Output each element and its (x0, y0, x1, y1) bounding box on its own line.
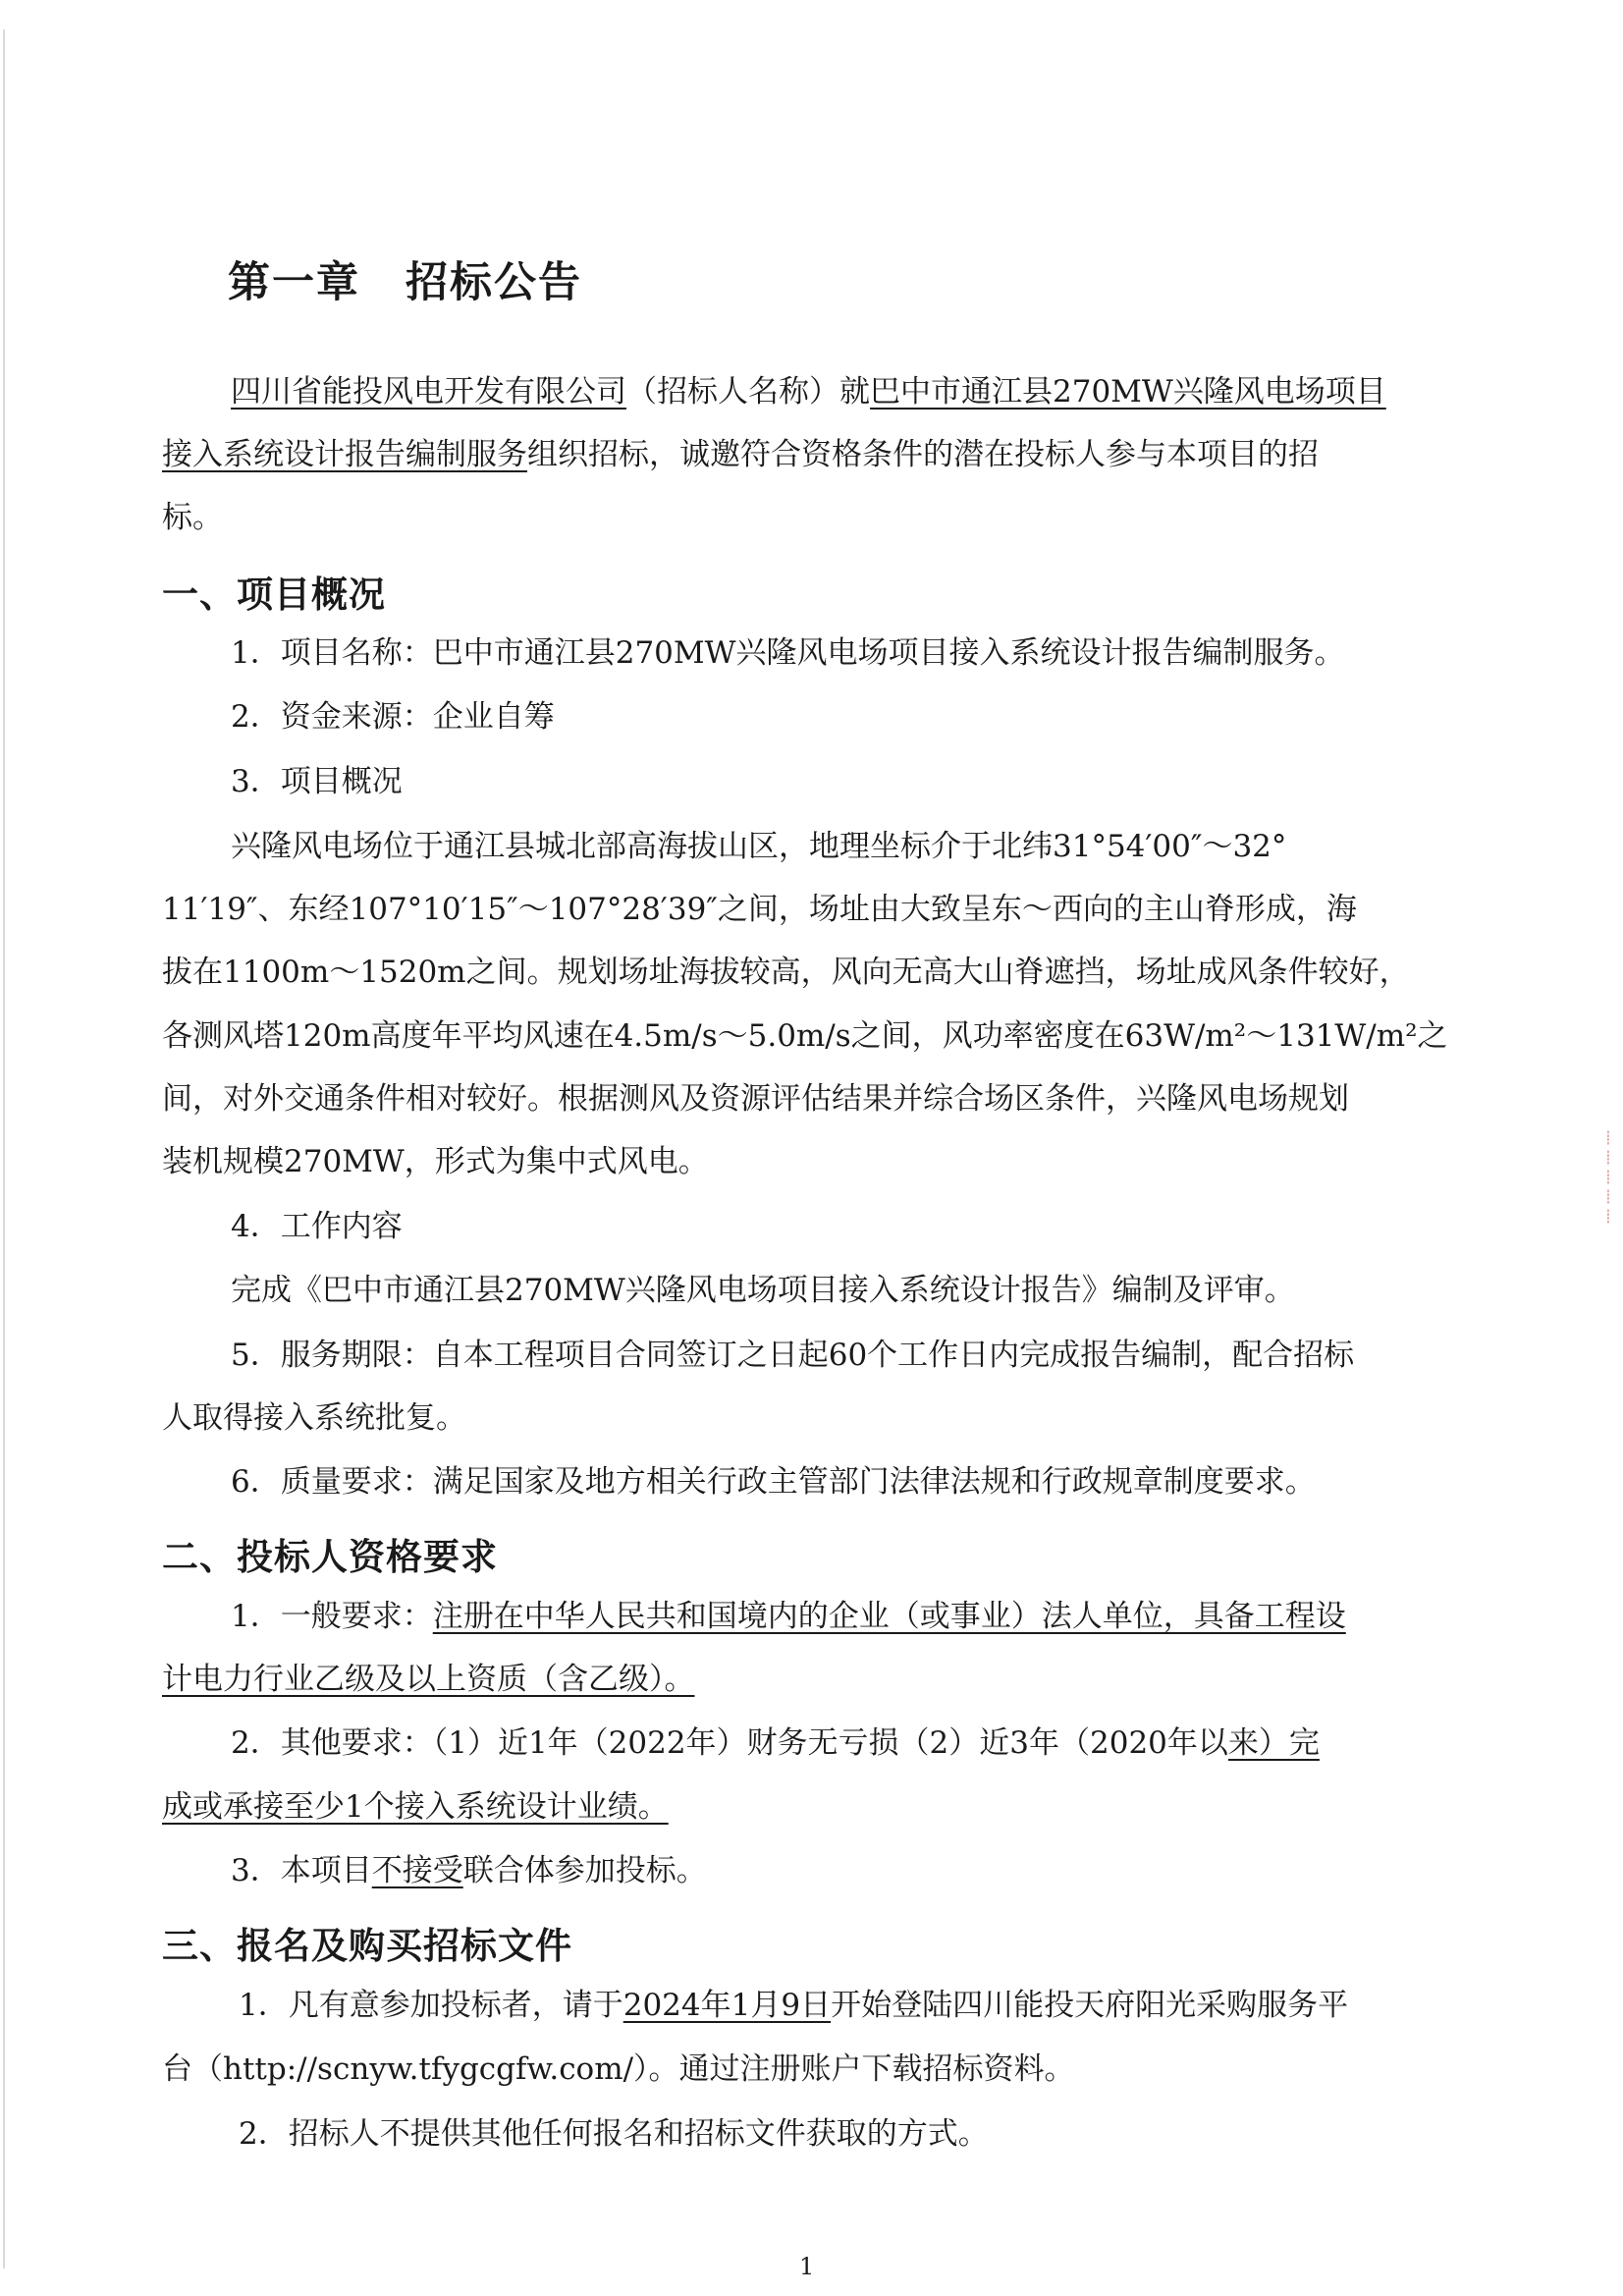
chapter-name: 招标公告 (406, 258, 582, 307)
overview-item: 3．项目概况 (231, 764, 403, 799)
general-requirement-text: 计电力行业乙级及以上资质（含乙级）。 (162, 1662, 695, 1697)
intro-text: 组织招标，诚邀符合资格条件的潜在投标人参与本项目的招 (527, 437, 1319, 472)
general-requirement-label: 1．一般要求： (231, 1599, 433, 1634)
intro-label: （招标人名称）就 (626, 374, 870, 410)
other-requirement-underlined: 来）完 (1227, 1725, 1320, 1761)
overview-line: 各测风塔120m高度年平均风速在4.5m/s～5.0m/s之间，风功率密度在63W/m²～131W/m²之 (162, 1018, 1448, 1054)
work-content-item: 4．工作内容 (231, 1209, 403, 1244)
consortium-prefix: 3．本项目 (231, 1853, 372, 1888)
registration-date: 2024年1月9日 (622, 1988, 832, 2023)
consortium-not-accepted: 不接受 (371, 1853, 463, 1888)
other-requirement-cont (162, 1785, 669, 1829)
other-requirement-underlined: 成或承接至少1个接入系统设计业绩。 (162, 1789, 669, 1825)
general-requirement (231, 1595, 1346, 1638)
work-content-text: 完成《巴中市通江县270MW兴隆风电场项目接入系统设计报告》编制及评审。 (231, 1273, 1295, 1308)
other-requirement-text: 2．其他要求：（1）近1年（2022年）财务无亏损（2）近3年（2020年以 (231, 1725, 1228, 1761)
no-other-channel-item: 2．招标人不提供其他任何报名和招标文件获取的方式。 (239, 2116, 989, 2152)
margin-stamp-marks: ┊ ┊ ┊ ┊ ┊ (1604, 1131, 1612, 1225)
intro-line-1 (231, 370, 1386, 413)
intro-line-2 (162, 433, 1319, 476)
registration-prefix: 1．凡有意参加投标者，请于 (239, 1988, 623, 2023)
service-period-item: 5．服务期限：自本工程项目合同签订之日起60个工作日内完成报告编制，配合招标 (231, 1338, 1355, 1373)
registration-suffix: 开始登陆四川能投天府阳光采购服务平 (831, 1988, 1349, 2023)
scan-edge-line (3, 29, 5, 2269)
page-number: 1 (799, 2253, 815, 2280)
project-name-part1: 巴中市通江县270MW兴隆风电场项目 (870, 374, 1386, 410)
other-requirement (231, 1722, 1320, 1765)
chapter-title (228, 249, 582, 309)
general-requirement-text: 注册在中华人民共和国境内的企业（或事业）法人单位，具备工程设 (432, 1599, 1346, 1634)
intro-line-3: 标。 (162, 500, 223, 535)
overview-line: 拔在1100m～1520m之间。规划场址海拔较高，风向无高大山脊遮挡，场址成风条件较好， (162, 955, 1410, 990)
overview-line: 间，对外交通条件相对较好。根据测风及资源评估结果并综合场区条件，兴隆风电场规划 (162, 1081, 1349, 1117)
consortium-item (231, 1849, 707, 1892)
chapter-number: 第一章 (228, 258, 360, 307)
project-name-item: 1．项目名称：巴中市通江县270MW兴隆风电场项目接入系统设计报告编制服务。 (231, 635, 1345, 671)
section-heading-3: 三、报名及购买招标文件 (162, 1924, 572, 1967)
overview-line: 11′19″、东经107°10′15″～107°28′39″之间，场址由大致呈东～西向的主山脊形成，海 (162, 892, 1357, 927)
service-period-cont: 人取得接入系统批复。 (162, 1400, 466, 1436)
registration-item (239, 1984, 1348, 2027)
consortium-suffix: 联合体参加投标。 (462, 1853, 707, 1888)
overview-line: 装机规模270MW，形式为集中式风电。 (162, 1144, 709, 1179)
funding-source-item: 2．资金来源：企业自筹 (231, 699, 555, 735)
section-heading-2: 二、投标人资格要求 (162, 1535, 498, 1578)
project-name-part2: 接入系统设计报告编制服务 (162, 437, 527, 472)
section-heading-1: 一、项目概况 (162, 573, 386, 616)
general-requirement-cont (162, 1658, 695, 1701)
registration-url-line: 台（http://scnyw.tfygcgfw.com/）。通过注册账户下载招标资料。 (162, 2051, 1075, 2087)
tenderer-name: 四川省能投风电开发有限公司 (231, 374, 626, 410)
overview-line: 兴隆风电场位于通江县城北部高海拔山区，地理坐标介于北纬31°54′00″～32° (231, 829, 1287, 864)
quality-item: 6．质量要求：满足国家及地方相关行政主管部门法律法规和行政规章制度要求。 (231, 1464, 1316, 1500)
